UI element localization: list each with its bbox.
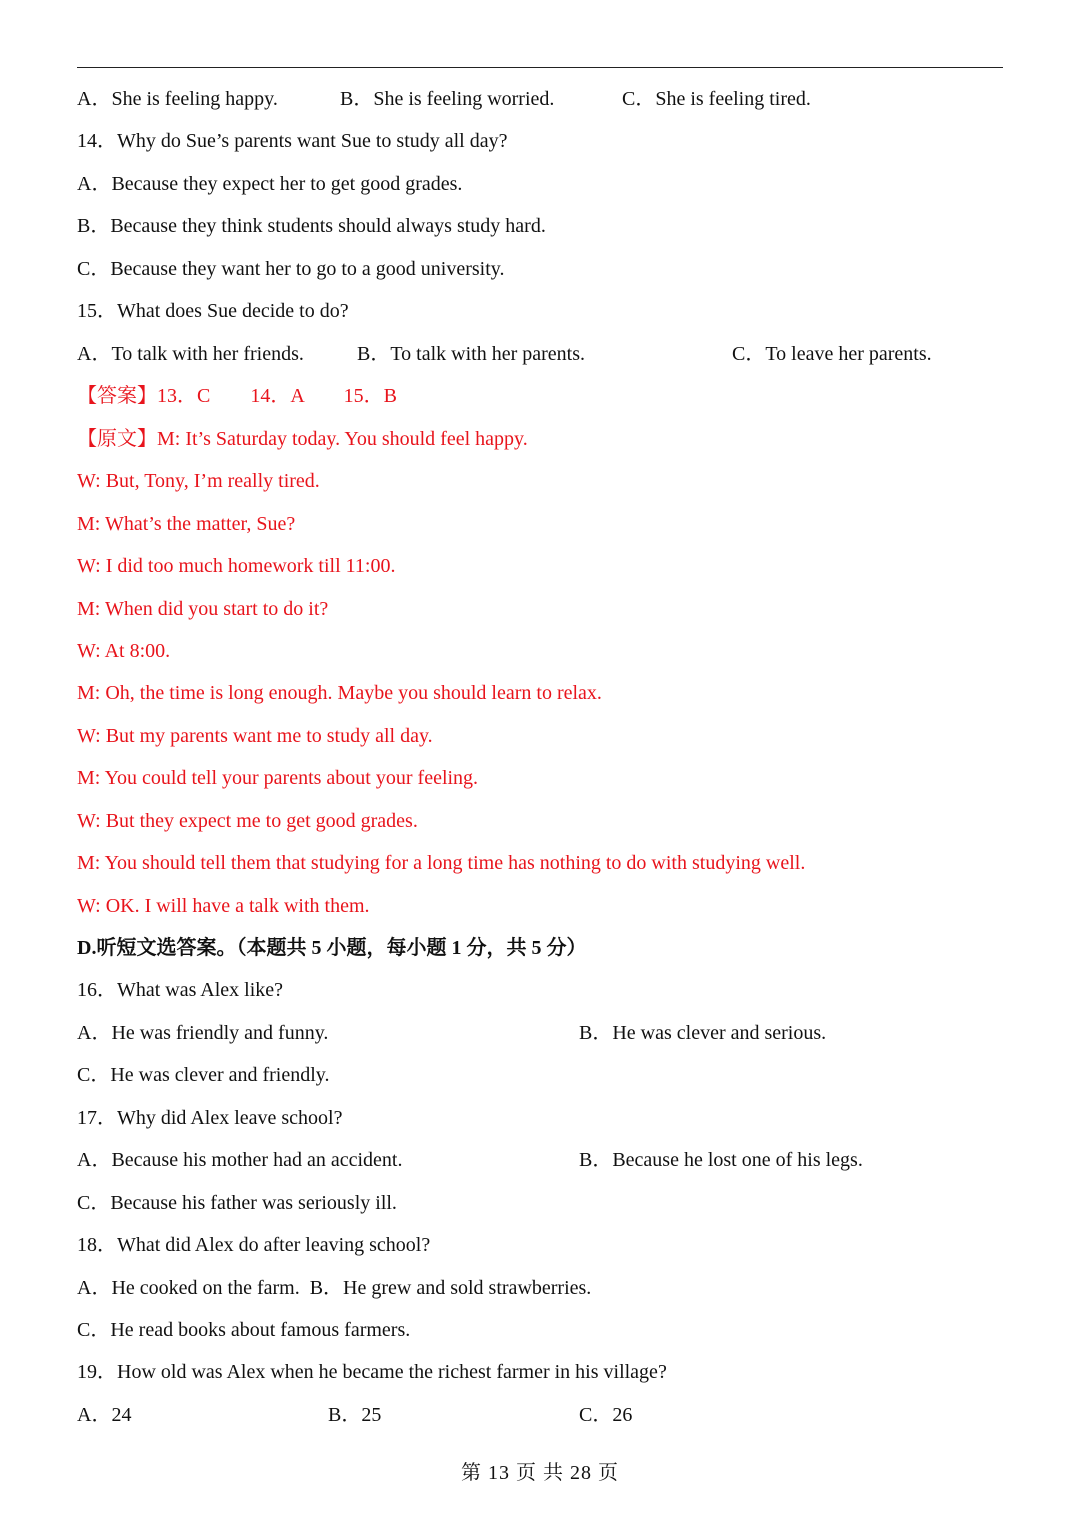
q18-stem: 18．What did Alex do after leaving school? bbox=[77, 1234, 431, 1256]
transcript-line: M: When did you start to do it? bbox=[77, 598, 329, 620]
transcript-line: W: OK. I will have a talk with them. bbox=[77, 895, 370, 917]
q19-stem: 19．How old was Alex when he became the richest farmer in his village? bbox=[77, 1361, 667, 1383]
q18-option-c: C．He read books about famous farmers. bbox=[77, 1319, 411, 1341]
q16-option-b: B．He was clever and serious. bbox=[579, 1022, 827, 1044]
q16-stem: 16．What was Alex like? bbox=[77, 979, 284, 1001]
transcript-line: W: But, Tony, I’m really tired. bbox=[77, 470, 320, 492]
q15-stem: 15．What does Sue decide to do? bbox=[77, 300, 349, 322]
q15-option-b: B．To talk with her parents. bbox=[357, 343, 585, 365]
header-rule bbox=[77, 67, 1003, 68]
page-footer: 第 13 页 共 28 页 bbox=[461, 1462, 619, 1484]
transcript-line: W: At 8:00. bbox=[77, 640, 171, 662]
transcript-line: M: Oh, the time is long enough. Maybe you should learn to relax. bbox=[77, 682, 602, 704]
q14-option-b: B．Because they think students should always study hard. bbox=[77, 215, 546, 237]
q18-options-ab: A．He cooked on the farm. B．He grew and sold strawberries. bbox=[77, 1277, 592, 1299]
q15-option-c: C．To leave her parents. bbox=[732, 343, 932, 365]
answer-line: 【答案】13．C 14．A 15．B bbox=[77, 385, 398, 407]
transcript-line: W: I did too much homework till 11:00. bbox=[77, 555, 396, 577]
q13-option-c: C．She is feeling tired. bbox=[622, 88, 811, 110]
transcript-line: W: But they expect me to get good grades. bbox=[77, 810, 418, 832]
q14-option-a: A．Because they expect her to get good grades. bbox=[77, 173, 463, 195]
q13-option-a: A．She is feeling happy. bbox=[77, 88, 278, 110]
q17-stem: 17．Why did Alex leave school? bbox=[77, 1107, 343, 1129]
q16-option-a: A．He was friendly and funny. bbox=[77, 1022, 329, 1044]
q17-option-a: A．Because his mother had an accident. bbox=[77, 1149, 403, 1171]
transcript-line: M: You should tell them that studying for a long time has nothing to do with studying well. bbox=[77, 852, 806, 874]
q17-option-b: B．Because he lost one of his legs. bbox=[579, 1149, 863, 1171]
q17-option-c: C．Because his father was seriously ill. bbox=[77, 1192, 397, 1214]
transcript-line: 【原文】M: It’s Saturday today. You should feel happy. bbox=[77, 428, 528, 450]
q13-option-b: B．She is feeling worried. bbox=[340, 88, 555, 110]
q19-option-b: B．25 bbox=[328, 1404, 382, 1426]
transcript-line: M: What’s the matter, Sue? bbox=[77, 513, 296, 535]
transcript-line: W: But my parents want me to study all day. bbox=[77, 725, 433, 747]
q14-stem: 14．Why do Sue’s parents want Sue to study all day? bbox=[77, 130, 508, 152]
q19-option-a: A．24 bbox=[77, 1404, 132, 1426]
section-d-heading: D.听短文选答案。（本题共 5 小题，每小题 1 分，共 5 分） bbox=[77, 937, 587, 959]
transcript-line: M: You could tell your parents about your feeling. bbox=[77, 767, 479, 789]
q16-option-c: C．He was clever and friendly. bbox=[77, 1064, 330, 1086]
q19-option-c: C．26 bbox=[579, 1404, 633, 1426]
q15-option-a: A．To talk with her friends. bbox=[77, 343, 304, 365]
q14-option-c: C．Because they want her to go to a good university. bbox=[77, 258, 505, 280]
